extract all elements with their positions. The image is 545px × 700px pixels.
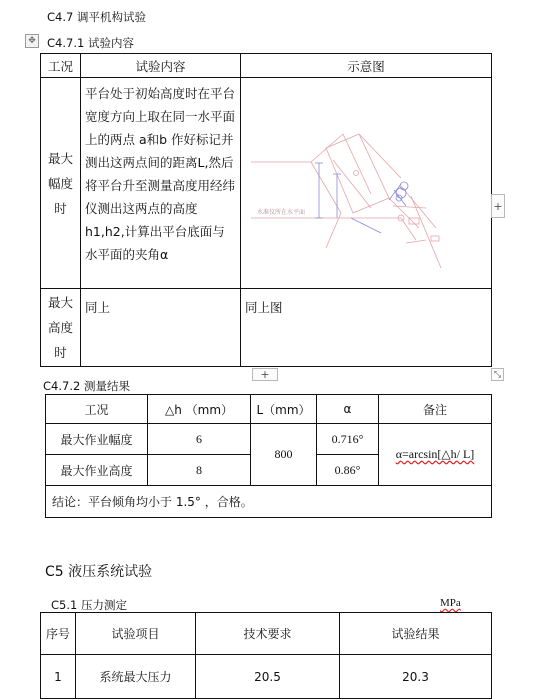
table2-header-alpha: α xyxy=(317,395,379,424)
table3-row1-no: 1 xyxy=(41,655,76,699)
table1-row2-content: 同上 xyxy=(81,289,241,367)
table3-header-result: 试验结果 xyxy=(340,613,492,655)
table2-row2-dh: 8 xyxy=(148,455,251,486)
add-column-button[interactable]: + xyxy=(491,194,505,218)
table1-row2-diagram: 同上图 xyxy=(241,289,492,367)
table2-row2-case: 最大作业高度 xyxy=(46,455,148,486)
table1-row1-label: 最大幅度时 xyxy=(41,78,81,289)
pressure-test-table xyxy=(40,612,492,699)
unit-label: MPa xyxy=(440,597,461,609)
section-title-c4-7: C4.7 调平机构试验 xyxy=(47,10,146,24)
table1-row2-label: 最大高度时 xyxy=(41,289,81,367)
formula-text: α=arcsin[△h/ L] xyxy=(395,447,475,461)
table2-note xyxy=(379,424,492,486)
table2-header-dh: △h （mm） xyxy=(148,395,251,424)
table2-conclusion: 结论：平台倾角均小于 1.5° ，合格。 xyxy=(46,486,492,518)
section-title-c4-7-2: C4.7.2 测量结果 xyxy=(43,379,130,393)
measurement-results-table xyxy=(45,394,492,518)
table3-header-no: 序号 xyxy=(41,613,76,655)
table2-row2-alpha: 0.86° xyxy=(317,455,379,486)
table1-row1-diagram-cell xyxy=(241,78,492,289)
table-resize-icon[interactable]: ⤡ xyxy=(491,368,504,381)
table3-header-req: 技术要求 xyxy=(196,613,340,655)
table2-header-L: L（mm） xyxy=(251,395,317,424)
table1-row1-content: 平台处于初始高度时在平台宽度方向上取在同一水平面上的两点 a和b 作好标记并测出这两点间的距离L,然后将平台升至测量高度用经纬仪测出这两点的高度h1,h2,计算出平台底面与水平面的夹角α xyxy=(81,78,241,289)
table1-header-content: 试验内容 xyxy=(81,54,241,78)
section-title-c5: C5 液压系统试验 xyxy=(45,564,153,580)
table-move-handle-icon[interactable]: ✥ xyxy=(25,34,39,48)
table2-row1-alpha: 0.716° xyxy=(317,424,379,455)
add-row-button[interactable]: + xyxy=(252,368,278,381)
table3-row1-item: 系统最大压力 xyxy=(76,655,196,699)
diagram-caption: 水准仪所在水平面 xyxy=(257,210,306,216)
table2-row1-dh: 6 xyxy=(148,424,251,455)
table1-header-diagram: 示意图 xyxy=(241,54,492,78)
table1-header-case: 工况 xyxy=(41,54,81,78)
table2-header-note: 备注 xyxy=(379,395,492,424)
test-content-table xyxy=(40,53,492,367)
section-title-c5-1: C5.1 压力测定 xyxy=(51,598,127,612)
table2-header-case: 工况 xyxy=(46,395,148,424)
leveling-diagram xyxy=(241,78,492,289)
section-title-c4-7-1: C4.7.1 试验内容 xyxy=(47,36,134,50)
table2-L-value: 800 xyxy=(251,424,317,486)
table3-header-item: 试验项目 xyxy=(76,613,196,655)
table3-row1-req: 20.5 xyxy=(196,655,340,699)
table3-row1-result: 20.3 xyxy=(340,655,492,699)
table2-row1-case: 最大作业幅度 xyxy=(46,424,148,455)
